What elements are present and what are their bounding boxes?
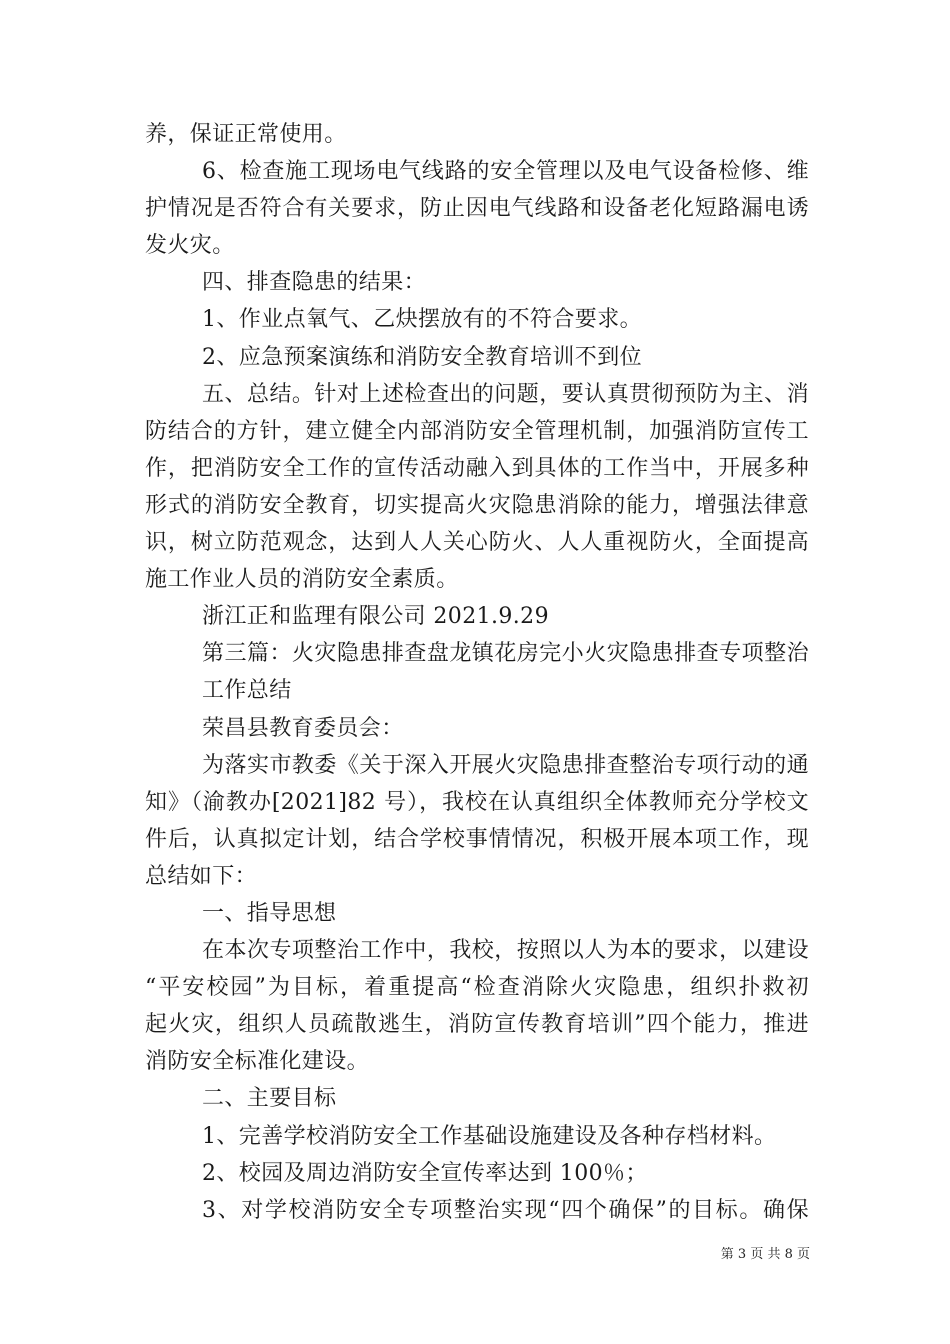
body-text (145, 116, 809, 1229)
text-line: 浙江正和监理有限公司 2021.9.29 (202, 604, 549, 630)
text-line: 2、校园及周边消防安全宣传率达到 100％； (202, 1160, 648, 1186)
text-line: 知》（渝教办[2021]82 号），我校在认真组织全体教师充分学校文 (145, 789, 809, 815)
text-line: 起火灾，组织人员疏散逃生，消防宣传教育培训”四个能力，推进 (145, 1012, 809, 1038)
section-title: 工作总结 (202, 678, 292, 704)
text-line: 在本次专项整治工作中，我校，按照以人为本的要求，以建设 (202, 938, 809, 964)
text-line: 6、检查施工现场电气线路的安全管理以及电气设备检修、维 (202, 159, 809, 185)
text-line: 件后，认真拟定计划，结合学校事情情况，积极开展本项工作，现 (145, 826, 809, 852)
text-line: 作，把消防安全工作的宣传活动融入到具体的工作当中，开展多种 (145, 455, 809, 481)
section-title: 第三篇：火灾隐患排查盘龙镇花房完小火灾隐患排查专项整治 (202, 641, 809, 667)
text-line: 荣昌县教育委员会： (202, 715, 404, 741)
text-line: 发火灾。 (145, 233, 235, 259)
text-line: 识，树立防范观念，达到人人关心防火、人人重视防火，全面提高 (145, 530, 809, 556)
text-line: 1、完善学校消防安全工作基础设施建设及各种存档材料。 (202, 1123, 777, 1149)
text-line: 施工作业人员的消防安全素质。 (145, 567, 459, 593)
text-line: 2、应急预案演练和消防安全教育培训不到位 (202, 344, 642, 370)
text-line: 养，保证正常使用。 (145, 122, 347, 147)
text-line: “平安校园”为目标，着重提高“检查消除火灾隐患，组织扑救初 (145, 975, 809, 1001)
text-line: 一、指导思想 (202, 900, 337, 926)
text-line: 为落实市教委《关于深入开展火灾隐患排查整治专项行动的通 (202, 752, 809, 778)
text-line: 二、主要目标 (202, 1086, 337, 1112)
text-line: 四、排查隐患的结果： (202, 270, 427, 296)
text-line: 总结如下： (145, 863, 258, 889)
text-line: 3、对学校消防安全专项整治实现“四个确保”的目标。确保 (202, 1197, 809, 1223)
text-line: 消防安全标准化建设。 (145, 1049, 370, 1075)
text-line: 形式的消防安全教育，切实提高火灾隐患消除的能力，增强法律意 (145, 492, 809, 518)
text-line: 五、总结。针对上述检查出的问题，要认真贯彻预防为主、消 (202, 381, 809, 407)
page-number: 第 3 页 共 8 页 (720, 1247, 810, 1262)
text-line: 防结合的方针，建立健全内部消防安全管理机制，加强消防宣传工 (145, 418, 809, 444)
text-line: 护情况是否符合有关要求，防止因电气线路和设备老化短路漏电诱 (145, 196, 809, 222)
text-line: 1、作业点氧气、乙炔摆放有的不符合要求。 (202, 307, 642, 333)
